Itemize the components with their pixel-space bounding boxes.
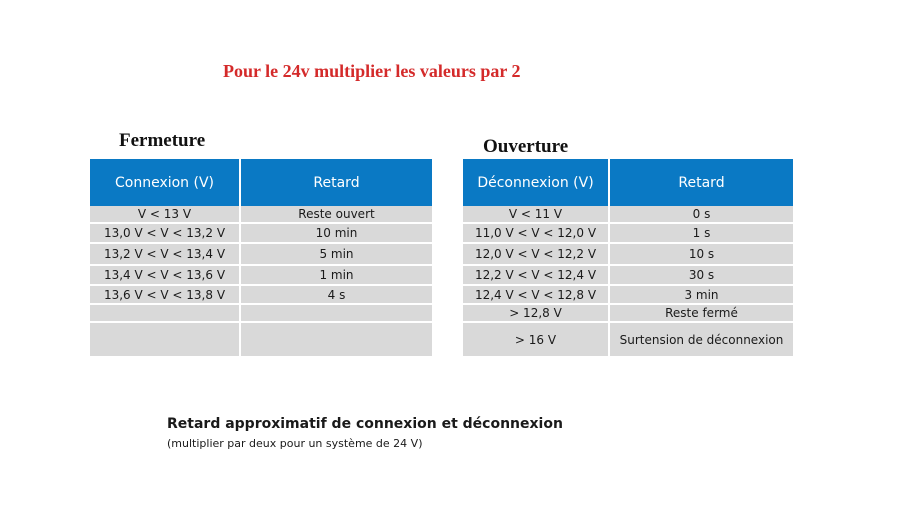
- table-row: [90, 223, 432, 243]
- table-row: [463, 285, 793, 304]
- table-row: [463, 206, 793, 223]
- fermeture-title: Fermeture: [119, 130, 206, 151]
- table-row: [90, 285, 432, 304]
- caption-subtitle: (multiplier par deux pour un système de 24 V): [167, 437, 423, 450]
- table-row: [90, 304, 432, 322]
- table-header-row: [463, 159, 793, 206]
- cell-deconnexion: > 12,8 V: [463, 304, 609, 322]
- cell-deconnexion: > 16 V: [463, 322, 609, 356]
- cell-connexion: 13,0 V < V < 13,2 V: [90, 223, 240, 243]
- cell-retard: 10 s: [609, 243, 793, 265]
- cell-retard: 10 min: [240, 223, 432, 243]
- table-row: [463, 265, 793, 285]
- cell-retard: Reste fermé: [609, 304, 793, 322]
- cell-retard: 0 s: [609, 206, 793, 223]
- fermeture-table: [90, 159, 432, 356]
- cell-connexion: 13,6 V < V < 13,8 V: [90, 285, 240, 304]
- table-row: [463, 243, 793, 265]
- cell-connexion: [90, 322, 240, 356]
- cell-retard: Reste ouvert: [240, 206, 432, 223]
- cell-retard: 3 min: [609, 285, 793, 304]
- column-header-retard: Retard: [609, 159, 793, 206]
- cell-connexion: [90, 304, 240, 322]
- column-header-connexion: Connexion (V): [90, 159, 240, 206]
- ouverture-table: [463, 159, 793, 356]
- cell-deconnexion: 12,4 V < V < 12,8 V: [463, 285, 609, 304]
- cell-retard: 1 s: [609, 223, 793, 243]
- cell-retard: 1 min: [240, 265, 432, 285]
- table-header-row: [90, 159, 432, 206]
- cell-connexion: 13,4 V < V < 13,6 V: [90, 265, 240, 285]
- cell-retard: [240, 304, 432, 322]
- table-row: [463, 223, 793, 243]
- cell-connexion: V < 13 V: [90, 206, 240, 223]
- cell-deconnexion: 11,0 V < V < 12,0 V: [463, 223, 609, 243]
- cell-retard: [240, 322, 432, 356]
- table-row: [463, 304, 793, 322]
- column-header-retard: Retard: [240, 159, 432, 206]
- cell-deconnexion: V < 11 V: [463, 206, 609, 223]
- cell-retard: Surtension de déconnexion: [609, 322, 793, 356]
- table-row: [90, 322, 432, 356]
- cell-connexion: 13,2 V < V < 13,4 V: [90, 243, 240, 265]
- table-row: [463, 322, 793, 356]
- cell-deconnexion: 12,2 V < V < 12,4 V: [463, 265, 609, 285]
- column-header-deconnexion: Déconnexion (V): [463, 159, 609, 206]
- table-row: [90, 243, 432, 265]
- table-row: [90, 265, 432, 285]
- caption-title: Retard approximatif de connexion et déconnexion: [167, 416, 563, 432]
- cell-retard: 5 min: [240, 243, 432, 265]
- table-row: [90, 206, 432, 223]
- ouverture-title: Ouverture: [483, 136, 569, 157]
- cell-retard: 4 s: [240, 285, 432, 304]
- cell-deconnexion: 12,0 V < V < 12,2 V: [463, 243, 609, 265]
- cell-retard: 30 s: [609, 265, 793, 285]
- banner-note: Pour le 24v multiplier les valeurs par 2: [223, 61, 521, 81]
